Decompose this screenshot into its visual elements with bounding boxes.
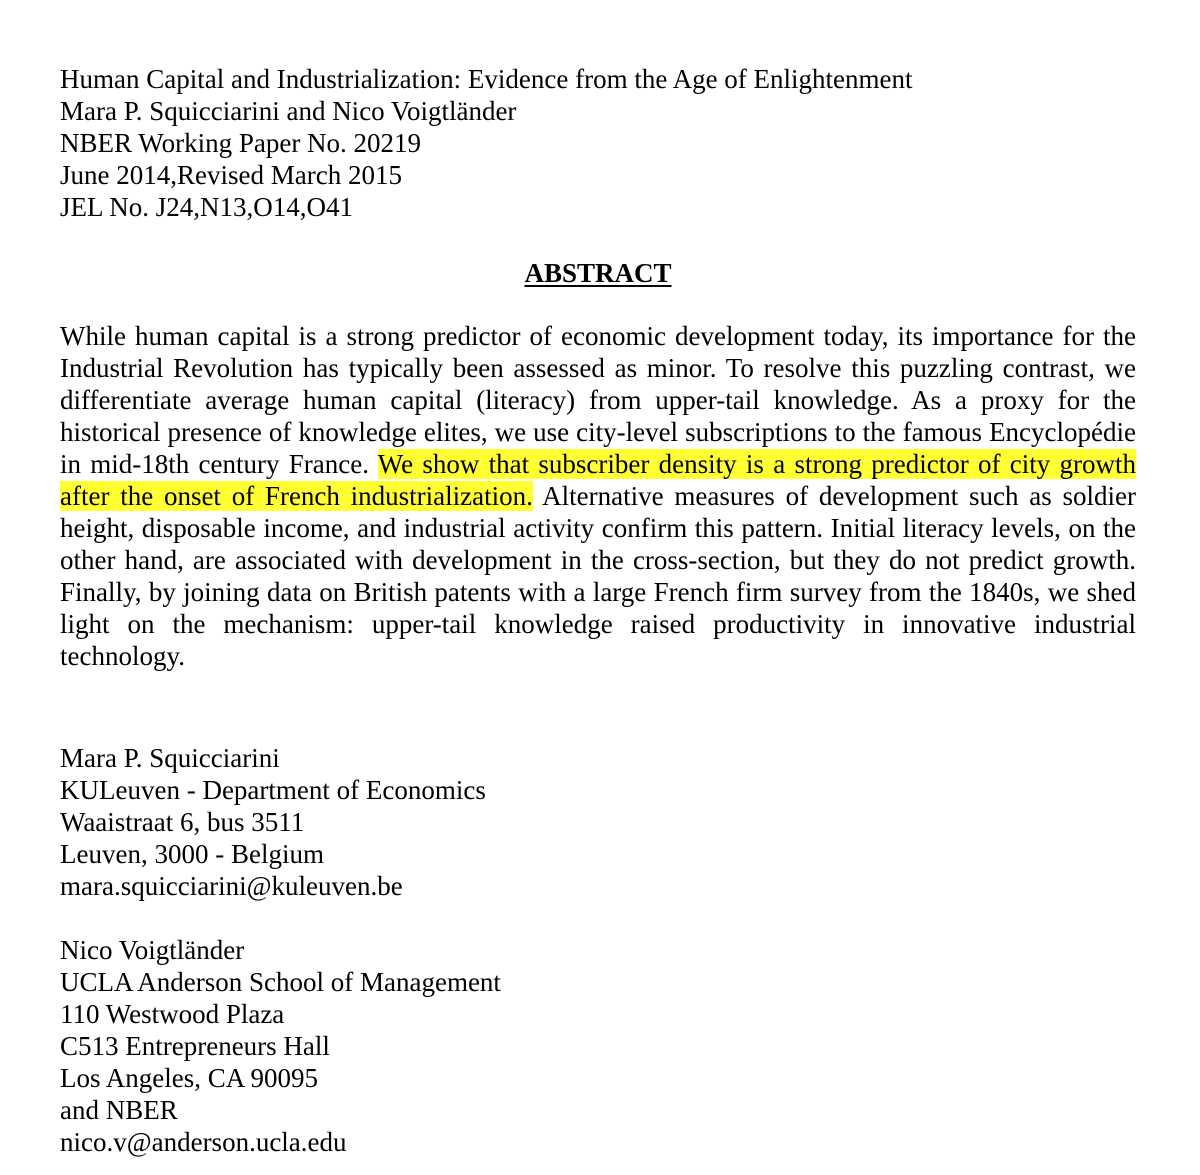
author-2-city: Los Angeles, CA 90095	[60, 1063, 319, 1093]
author-2-name: Nico Voigtländer	[60, 935, 245, 965]
paper-jel-codes: JEL No. J24,N13,O14,O41	[60, 192, 353, 222]
author-2-email: nico.v@anderson.ucla.edu	[60, 1127, 347, 1157]
header-block	[60, 63, 1136, 223]
abstract-heading: ABSTRACT	[524, 258, 672, 288]
paper-series: NBER Working Paper No. 20219	[60, 128, 422, 158]
abstract-highlighted-text: We show that subscriber density is a strong predictor of city growth after the onset of French industrialization.	[60, 449, 1136, 511]
author-1-affiliation: KULeuven - Department of Economics	[60, 775, 486, 805]
paper-date: June 2014,Revised March 2015	[60, 160, 402, 190]
author-2-extra: and NBER	[60, 1095, 178, 1125]
author-1-address	[60, 742, 1136, 902]
author-2-affiliation: UCLA Anderson School of Management	[60, 967, 501, 997]
author-2-address	[60, 934, 1136, 1158]
abstract-body	[60, 320, 1136, 672]
author-1-name: Mara P. Squicciarini	[60, 743, 280, 773]
author-1-email: mara.squicciarini@kuleuven.be	[60, 871, 403, 901]
paper-title: Human Capital and Industrialization: Evidence from the Age of Enlightenment	[60, 64, 913, 94]
author-1-street: Waaistraat 6, bus 3511	[60, 807, 305, 837]
author-1-city: Leuven, 3000 - Belgium	[60, 839, 324, 869]
document-page	[60, 63, 1136, 1158]
abstract-text-after: Alternative measures of development such as soldier height, disposable income, and industrial activity confirm this pattern. Initial literacy levels, on the other hand, are associated with development in the cross-section, but they do not predict growth. Finally, by joining data on British patents with a large French firm survey from the 1840s, we shed light on the mechanism: upper-tail knowledge raised productivity in innovative industrial technology.	[60, 481, 1136, 671]
author-2-street: 110 Westwood Plaza	[60, 999, 285, 1029]
paper-authors: Mara P. Squicciarini and Nico Voigtländer	[60, 96, 517, 126]
abstract-text-before: While human capital is a strong predictor of economic development today, its importance for the Industrial Revolution has typically been assessed as minor. To resolve this puzzling contrast, we differentiate average human capital (literacy) from upper-tail knowledge. As a proxy for the historical presence of knowledge elites, we use city-level subscriptions to the famous Encyclopédie in mid-18th century France.	[60, 321, 1136, 479]
author-2-building: C513 Entrepreneurs Hall	[60, 1031, 330, 1061]
